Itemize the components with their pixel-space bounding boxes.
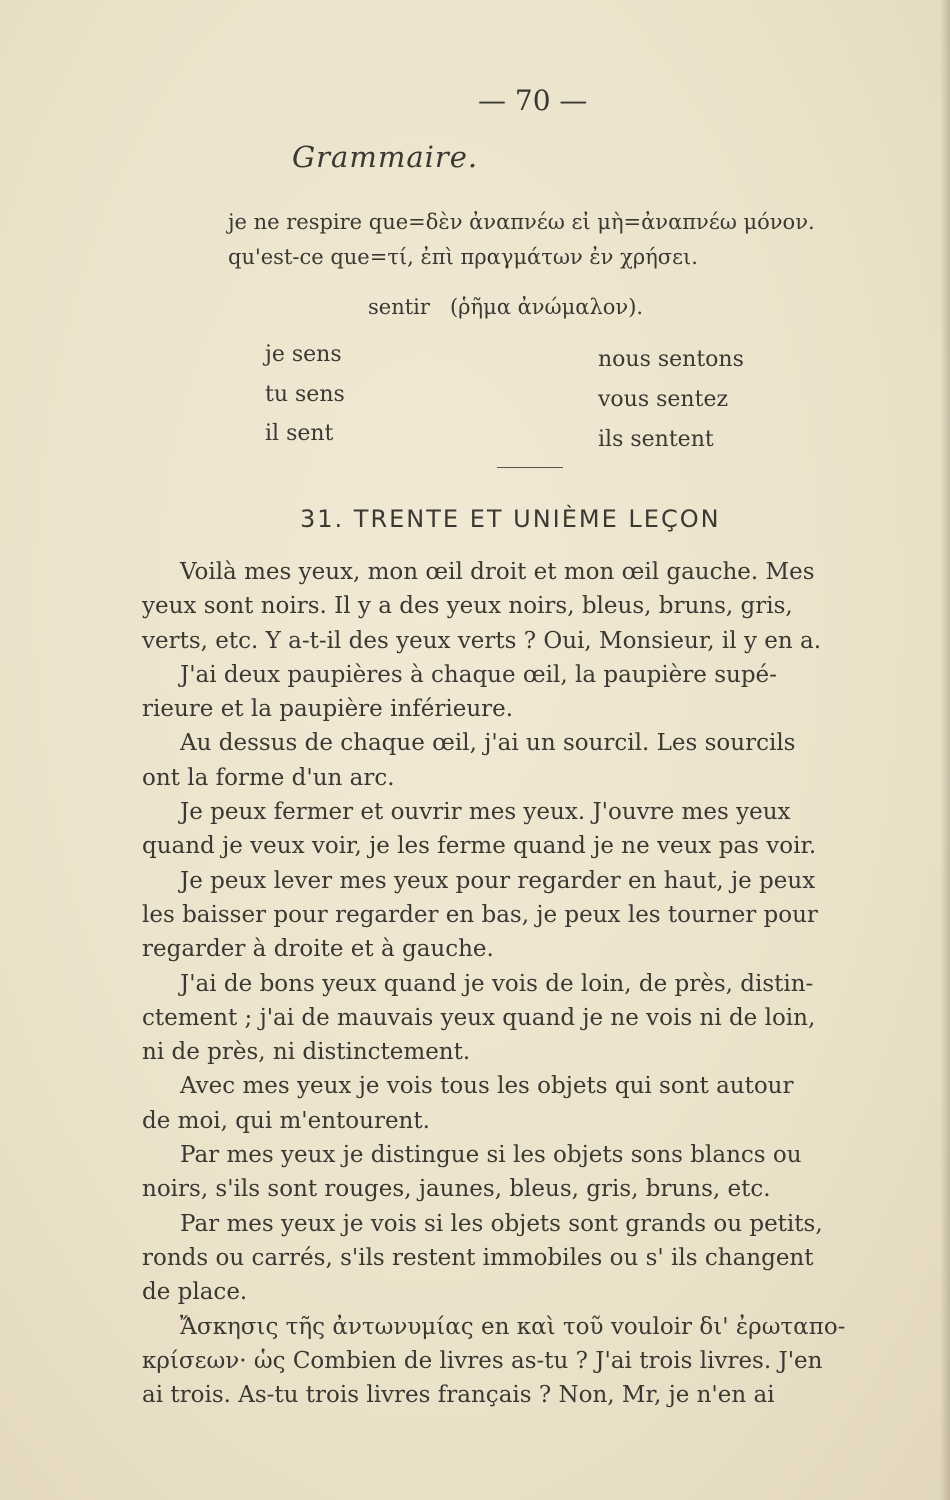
paragraph-shapes-cont [142, 1241, 906, 1310]
paragraph-colors-cont [142, 1172, 906, 1206]
paragraph-open-close [142, 795, 906, 829]
conjugation-singular-3: il sent [265, 421, 334, 446]
text-line: les baisser pour regarder en bas, je peux les tourner pour [142, 901, 818, 928]
text-line: Je peux fermer et ouvrir mes yeux. J'ouvre mes yeux [180, 799, 791, 826]
paragraph-eyes-colors-cont [142, 589, 906, 658]
text-line: quand je veux voir, je les ferme quand je ne veux pas voir. [142, 833, 817, 860]
text-line: noirs, s'ils sont rouges, jaunes, bleus, gris, bruns, etc. [142, 1176, 771, 1203]
paragraph-surroundings [142, 1069, 906, 1103]
section-divider [497, 467, 563, 468]
lesson-body [142, 555, 906, 1412]
page-edge-shadow [940, 0, 950, 1500]
text-line: Au dessus de chaque œil, j'ai un sourcil. Les sourcils [180, 730, 796, 757]
section-title: Grammaire. [292, 140, 479, 174]
text-line: J'ai de bons yeux quand je vois de loin, de près, distin- [180, 970, 814, 997]
paragraph-eyebrows [142, 726, 906, 760]
text-line: Je peux lever mes yeux pour regarder en haut, je peux [180, 867, 816, 894]
grammar-note-2: qu'est-ce que=τί, ἐπὶ πραγμάτων ἐν χρήσει. [228, 245, 698, 269]
text-line: ctement ; j'ai de mauvais yeux quand je ne vois ni de loin, [142, 1004, 816, 1031]
text-line: de moi, qui m'entourent. [142, 1107, 430, 1134]
text-line: de place. [142, 1279, 248, 1306]
conjugation-plural-1: nous sentons [598, 347, 744, 372]
paragraph-exercise-cont [142, 1344, 906, 1413]
paragraph-eyelids-cont [142, 692, 906, 726]
paragraph-open-close-cont [142, 829, 906, 863]
text-line: κρίσεων· ὡς Combien de livres as-tu ? J'ai trois livres. J'en [142, 1347, 823, 1374]
text-line: ronds ou carrés, s'ils restent immobiles ou s' ils changent [142, 1244, 814, 1271]
text-line: regarder à droite et à gauche. [142, 936, 494, 963]
paragraph-look-cont [142, 898, 906, 967]
text-line: verts, etc. Y a-t-il des yeux verts ? Oui, Monsieur, il y en a. [142, 627, 822, 654]
paragraph-eyes-colors [142, 555, 906, 589]
paragraph-exercise [142, 1310, 906, 1344]
text-line: Avec mes yeux je vois tous les objets qui sont autour [180, 1073, 794, 1100]
paragraph-good-eyes [142, 967, 906, 1001]
lesson-heading: 31. TRENTE ET UNIÈME LEÇON [300, 505, 721, 533]
text-line: ai trois. As-tu trois livres français ? Non, Mr, je n'en ai [142, 1382, 775, 1409]
text-line: Par mes yeux je vois si les objets sont grands ou petits, [180, 1210, 823, 1237]
text-line: Voilà mes yeux, mon œil droit et mon œil gauche. Mes [180, 559, 815, 585]
conjugation-plural-2: vous sentez [598, 387, 729, 412]
page-number: — 70 — [478, 84, 588, 117]
paragraph-eyebrows-cont [142, 761, 906, 795]
grammar-note-1: je ne respire que=δὲν ἀναπνέω εἰ μὴ=ἀναπνέω μόνον. [228, 210, 815, 234]
text-line: J'ai deux paupières à chaque œil, la paupière supé- [180, 661, 777, 688]
paragraph-look [142, 864, 906, 898]
conjugation-plural-3: ils sentent [598, 427, 714, 452]
conjugation-singular-1: je sens [265, 342, 342, 367]
text-line: Par mes yeux je distingue si les objets sons blancs ou [180, 1142, 802, 1169]
paragraph-shapes [142, 1207, 906, 1241]
paragraph-good-eyes-cont [142, 1001, 906, 1070]
text-line: rieure et la paupière inférieure. [142, 696, 514, 723]
verb-heading: sentir (ῥῆμα ἀνώμαλον). [368, 295, 644, 319]
conjugation-singular-2: tu sens [265, 382, 345, 407]
text-line: Ἄσκησις τῆς ἀντωνυμίας en καὶ τοῦ vouloir δι' ἐρωταπο- [180, 1313, 846, 1340]
text-line: ni de près, ni distinctement. [142, 1039, 471, 1066]
text-line: yeux sont noirs. Il y a des yeux noirs, bleus, bruns, gris, [142, 593, 793, 620]
paragraph-surroundings-cont [142, 1104, 906, 1138]
paragraph-eyelids [142, 658, 906, 692]
paragraph-colors [142, 1138, 906, 1172]
text-line: ont la forme d'un arc. [142, 764, 395, 791]
